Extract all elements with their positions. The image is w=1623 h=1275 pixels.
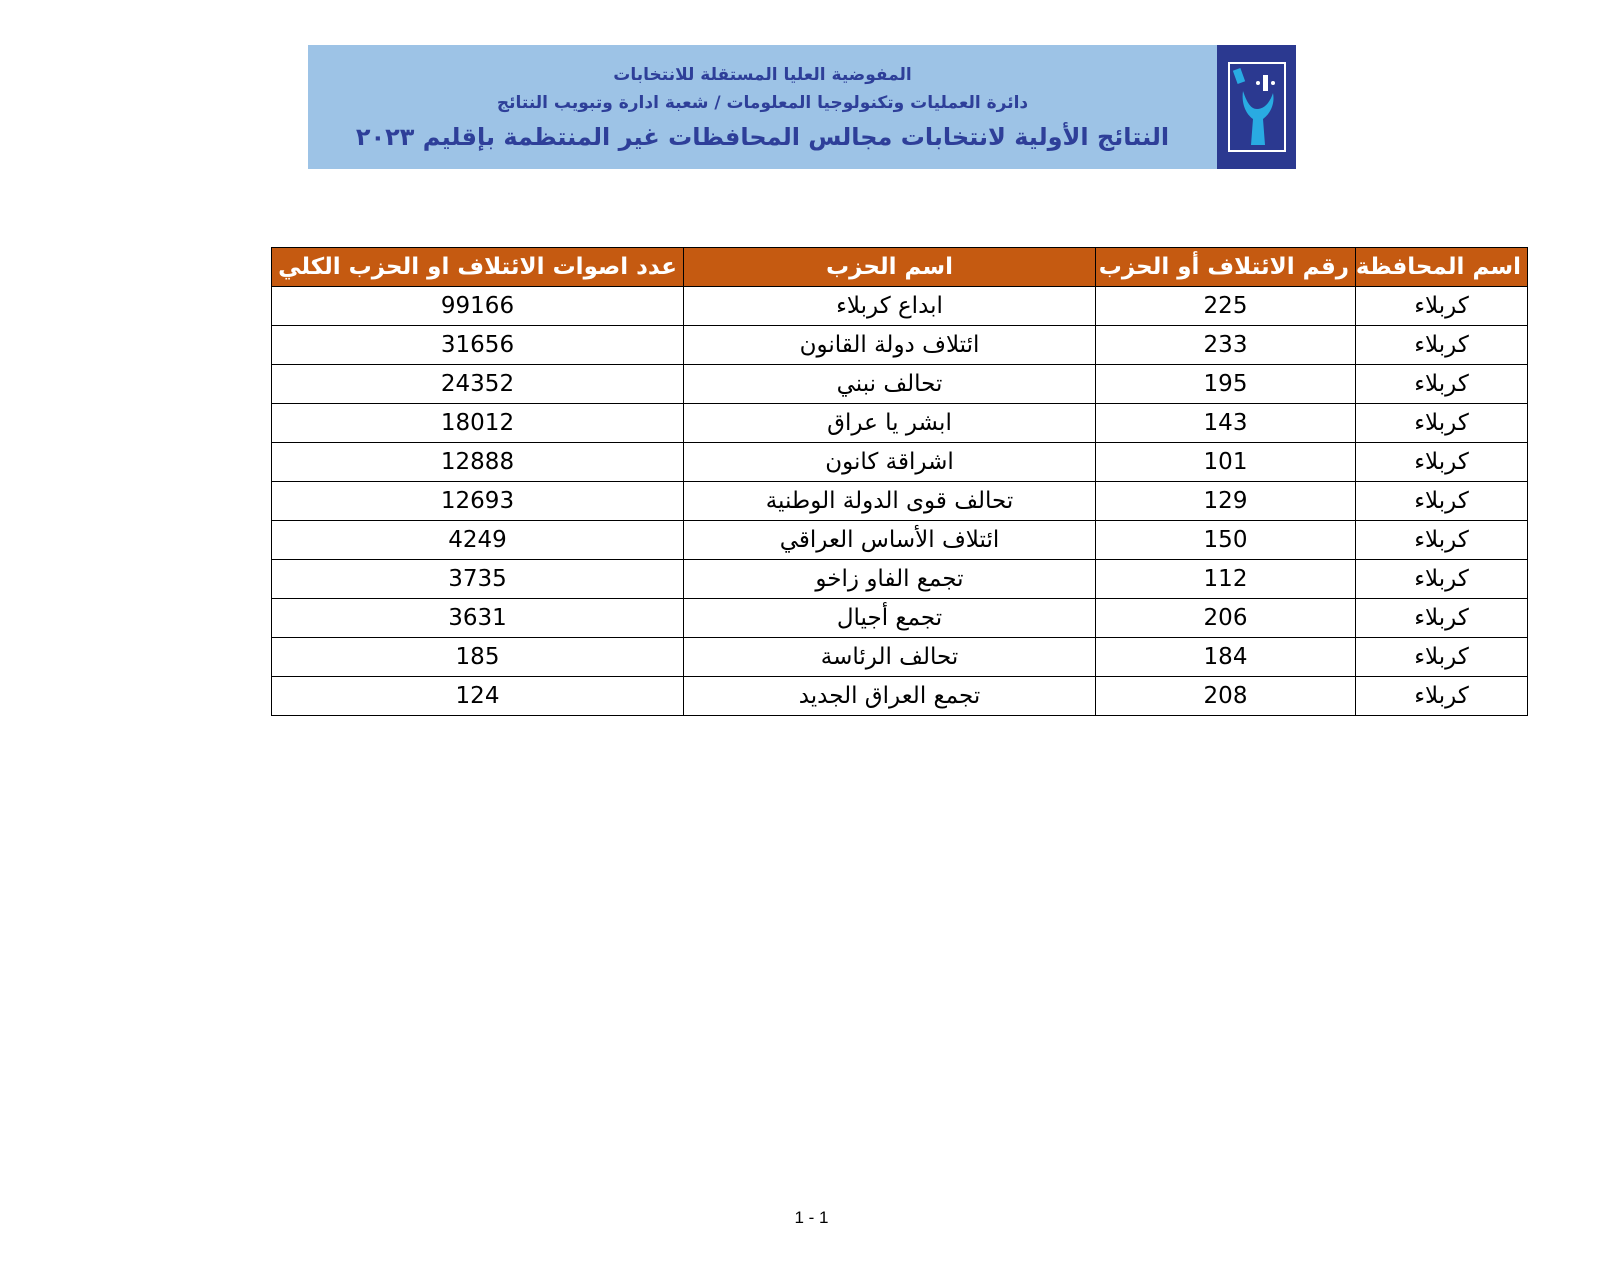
cell-governorate: كربلاء: [1356, 521, 1528, 560]
table-row: [272, 560, 1528, 599]
cell-total-votes: 4249: [272, 521, 684, 560]
cell-governorate: كربلاء: [1356, 287, 1528, 326]
department-name: دائرة العمليات وتكنولوجيا المعلومات / شعبة ادارة وتبويب النتائج: [496, 93, 1029, 113]
table-row: [272, 443, 1528, 482]
cell-party-number: 150: [1096, 521, 1356, 560]
page-number: 1 - 1: [794, 1208, 829, 1227]
cell-governorate: كربلاء: [1356, 599, 1528, 638]
cell-party-name: ائتلاف دولة القانون: [684, 326, 1096, 365]
cell-total-votes: 185: [272, 638, 684, 677]
table-row: [272, 638, 1528, 677]
cell-party-name: تحالف نبني: [684, 365, 1096, 404]
cell-total-votes: 24352: [272, 365, 684, 404]
cell-total-votes: 18012: [272, 404, 684, 443]
table-header-row: [272, 248, 1528, 287]
cell-total-votes: 12888: [272, 443, 684, 482]
header-text: [308, 45, 1217, 169]
cell-party-number: 225: [1096, 287, 1356, 326]
cell-governorate: كربلاء: [1356, 638, 1528, 677]
table-row: [272, 677, 1528, 716]
cell-party-number: 208: [1096, 677, 1356, 716]
cell-party-number: 233: [1096, 326, 1356, 365]
table-row: [272, 326, 1528, 365]
column-header-party-number: رقم الائتلاف أو الحزب: [1096, 248, 1356, 287]
page-title: النتائج الأولية لانتخابات مجالس المحافظات غير المنتظمة بإقليم ٢٠٢٣: [355, 123, 1170, 151]
table-row: [272, 287, 1528, 326]
cell-total-votes: 12693: [272, 482, 684, 521]
cell-party-number: 206: [1096, 599, 1356, 638]
cell-party-name: ائتلاف الأساس العراقي: [684, 521, 1096, 560]
cell-party-name: تجمع أجيال: [684, 599, 1096, 638]
cell-party-number: 143: [1096, 404, 1356, 443]
cell-total-votes: 124: [272, 677, 684, 716]
cell-party-name: تحالف قوى الدولة الوطنية: [684, 482, 1096, 521]
table-row: [272, 482, 1528, 521]
cell-total-votes: 3631: [272, 599, 684, 638]
table-row: [272, 404, 1528, 443]
table-row: [272, 599, 1528, 638]
column-header-party-name: اسم الحزب: [684, 248, 1096, 287]
table-row: [272, 521, 1528, 560]
cell-governorate: كربلاء: [1356, 482, 1528, 521]
cell-party-name: ابداع كربلاء: [684, 287, 1096, 326]
column-header-total-votes: عدد اصوات الائتلاف او الحزب الكلي: [272, 248, 684, 287]
cell-total-votes: 99166: [272, 287, 684, 326]
results-table: [271, 247, 1528, 716]
cell-party-name: ابشر يا عراق: [684, 404, 1096, 443]
cell-governorate: كربلاء: [1356, 365, 1528, 404]
cell-party-name: تحالف الرئاسة: [684, 638, 1096, 677]
table-row: [272, 365, 1528, 404]
cell-party-name: اشراقة كانون: [684, 443, 1096, 482]
cell-party-number: 184: [1096, 638, 1356, 677]
cell-governorate: كربلاء: [1356, 443, 1528, 482]
cell-party-number: 101: [1096, 443, 1356, 482]
cell-governorate: كربلاء: [1356, 560, 1528, 599]
cell-total-votes: 31656: [272, 326, 684, 365]
cell-party-name: تجمع الفاو زاخو: [684, 560, 1096, 599]
cell-party-name: تجمع العراق الجديد: [684, 677, 1096, 716]
header-banner: [308, 45, 1296, 169]
cell-party-number: 112: [1096, 560, 1356, 599]
column-header-governorate: اسم المحافظة: [1356, 248, 1528, 287]
ihec-logo-icon: [1217, 45, 1296, 169]
cell-total-votes: 3735: [272, 560, 684, 599]
commission-name: المفوضية العليا المستقلة للانتخابات: [613, 65, 912, 85]
cell-governorate: كربلاء: [1356, 404, 1528, 443]
cell-governorate: كربلاء: [1356, 677, 1528, 716]
cell-party-number: 129: [1096, 482, 1356, 521]
cell-party-number: 195: [1096, 365, 1356, 404]
cell-governorate: كربلاء: [1356, 326, 1528, 365]
